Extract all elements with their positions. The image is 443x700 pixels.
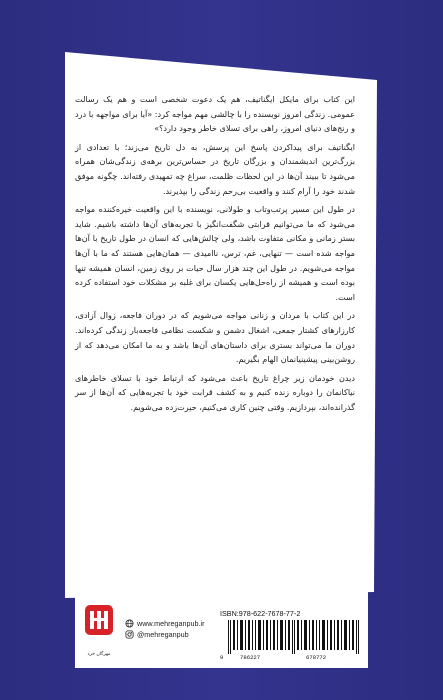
barcode-digit-group-right: 678772	[306, 654, 327, 661]
instagram-icon	[125, 630, 134, 639]
instagram-handle[interactable]: @mehreganpub	[137, 630, 189, 639]
paragraph-4: در این کتاب با مردان و زنانی مواجه می‌شویم که در دوران فاجعه، زوال آزادی، کارزارهای کشتار جمعی، اشغال دشمن و شکست نظامی فاجعه‌بار زندگی کرده‌اند. دوران ما می‌تواند بستری برای داستان‌های آن‌ها باشد و به ما امکان می‌دهد که از روشن‌بینی پیشینیانمان الهام بگیریم.	[75, 310, 355, 365]
publisher-name: مهرگان خرد	[87, 652, 111, 657]
barcode-digit-group-left: 786227	[240, 654, 261, 661]
website-link[interactable]: www.mehreganpub.ir	[137, 619, 205, 628]
publisher-logo-icon	[79, 597, 119, 651]
barcode-icon	[222, 620, 366, 654]
isbn-label: ISBN:978-622-7678-77-2	[220, 609, 301, 618]
paragraph-3: در طول این مسیر پرتب‌وتاب و طولانی، نویسنده با این واقعیت خیره‌کننده مواجه می‌شود که ما می‌توانیم قرابتی شگفت‌انگیز با تجربه‌های آن‌ها داشته باشیم. شاید بستر زمانی و مکانی متفاوت باشد، ولی چالش‌هایی که انسان در طول تاریخ با آن‌ها مواجه شده است — تنهایی، غم، ترس، ناامیدی — همان‌هایی هستند که ما با آن‌ها مواجه می‌شویم. در طول این چند هزار سال حیات بر روی زمین، انسان همیشه تنها بوده است و همیشه از راه‌حل‌هایی یکسان برای غلبه بر مشکلات خود استفاده کرده است.	[75, 204, 355, 302]
paragraph-1: این کتاب برای مایکل ایگناتیف، هم یک دعوت شخصی است و هم یک رسالت عمومی. زندگی امروز نویسنده را با چالشی مهم مواجه کرد: «آیا برای مواجهه با درد و رنج‌های دنیای امروز، راهی برای تسلای خاطر وجود دارد؟»	[75, 94, 355, 134]
publisher-logo	[79, 597, 119, 663]
barcode-digits	[220, 654, 368, 664]
website-row[interactable]	[125, 618, 211, 629]
publisher-contact	[125, 618, 211, 640]
instagram-row[interactable]	[125, 629, 211, 640]
paragraph-2: ایگناتیف برای پیداکردن پاسخ این پرسش، به دل تاریخ می‌زند؛ با تعدادی از بزرگ‌ترین اندیشمندان و بزرگان تاریخ در حساس‌ترین برهه‌ی زندگی‌شان همراه می‌شود تا ببیند آن‌ها در این لحظات ظلمت، سراغ چه تمهیدی رفته‌اند. چگونه موفق شدند خود را آرام کنند و واقعیت بی‌رحم زندگی را بپذیرند.	[75, 141, 355, 196]
barcode-block	[220, 609, 368, 665]
barcode-digit-prefix: 9	[220, 654, 224, 661]
publisher-footer	[75, 592, 368, 668]
globe-icon	[125, 619, 134, 628]
back-cover-text	[75, 92, 355, 418]
paragraph-5: دیدن خودمان زیر چراغ تاریخ باعث می‌شود که ارتباط خود با تسلای خاطرهای نیاکانمان را دوباره زنده کنیم و به کشف قرابت خود با تجربه‌هایی که آن‌ها از سر گذرانده‌اند، بپردازیم. وقتی چنین کاری می‌کنیم، حیرت‌زده می‌شویم.	[75, 372, 355, 412]
